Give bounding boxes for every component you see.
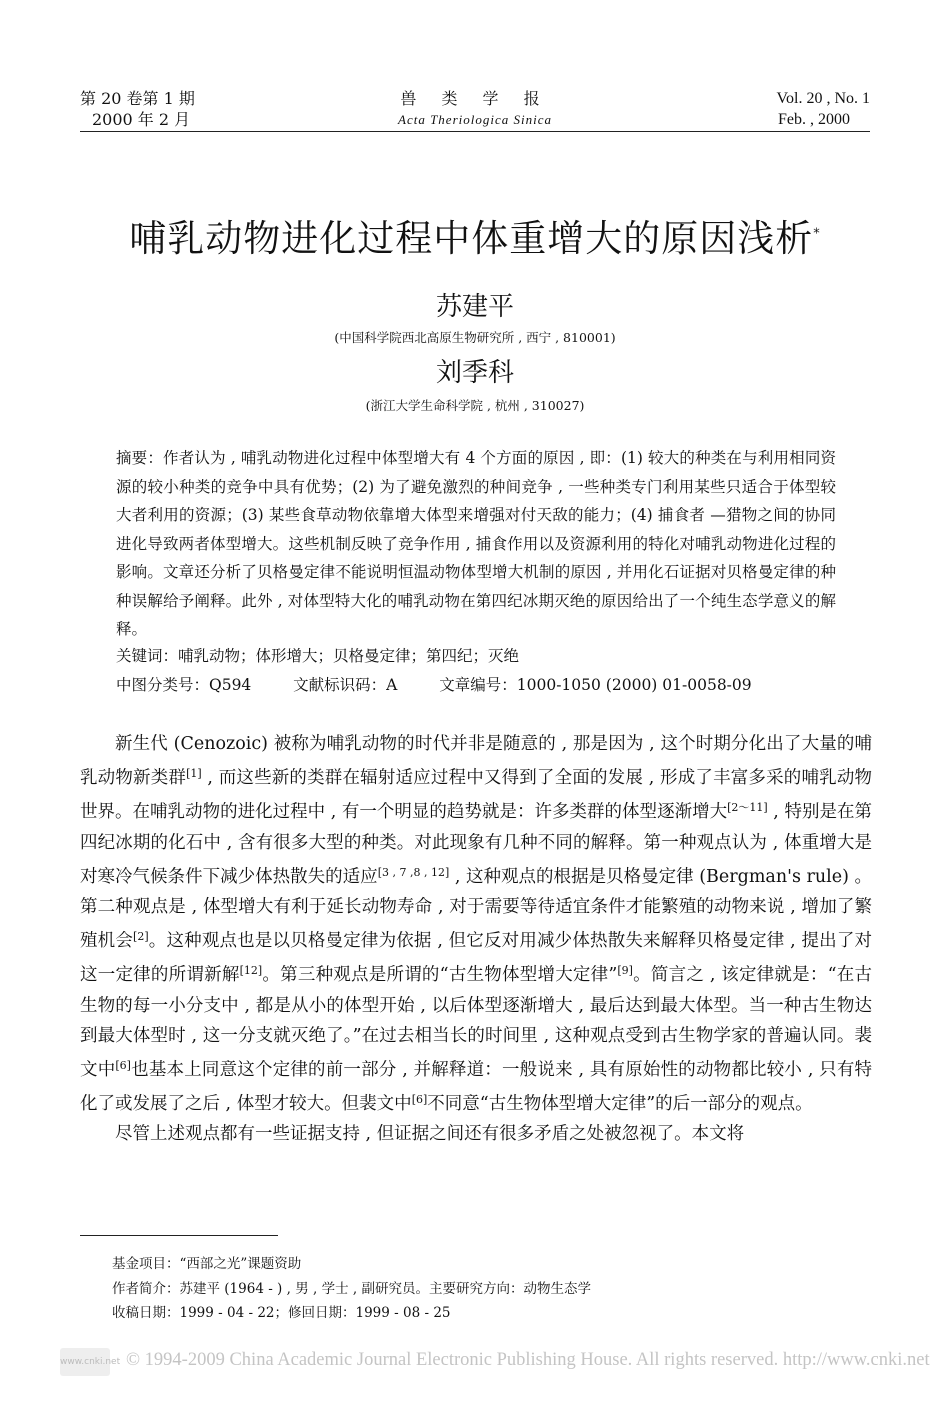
text-run: , 而这些新的类群在辐射适应过程中又得到了全面的发展 , 形成了丰富多采的哺乳动物世界。在哺乳动物的进化过程中 , 有一个明显的趋势就是：许多类群的体型逐渐增大 <box>80 768 873 823</box>
author-affiliation: (中国科学院西北高原生物研究所 , 西宁 , 810001) <box>334 330 616 345</box>
journal-header <box>80 88 870 132</box>
issue-info-en <box>777 88 871 130</box>
text-run: 。这种观点也是以贝格曼定律为依据 , 但它反对用减少体热散失来解释贝格曼定律 , 提出了对这一定律的所谓新解 <box>80 931 873 986</box>
volume-issue: 第 20 卷第 1 期 <box>80 89 195 108</box>
journal-name <box>80 88 870 130</box>
journal-name-cn: 兽 类 学 报 <box>400 89 550 108</box>
text-run: 。第三种观点是所谓的“古生物体型增大定律” <box>262 965 618 986</box>
keywords: 关键词：哺乳动物；体形增大；贝格曼定律；第四纪；灭绝 <box>116 647 520 665</box>
author-affiliation: (浙江大学生命科学院 , 杭州 , 310027) <box>365 398 585 413</box>
dates-note: 收稿日期：1999 - 04 - 22；修回日期：1999 - 08 - 25 <box>112 1305 451 1321</box>
abstract-text: 摘要：作者认为 , 哺乳动物进化过程中体型增大有 4 个方面的原因 , 即：(1) 较大的种类在与利用相同资源的较小种类的竞争中具有优势；(2) 为了避免激烈的种间竞争 , 一些种类专门利用某些只适合于体型较大者利用的资源；(3) 某些食草动物依靠增大体型来增强对付天敌的能力；(4) 捕食者 —猎物之间的协同进化导致两者体型增大。这些机制反映了竞争作用 , 捕食作用以及资源利用的特化对哺乳动物进化过程的影响。文章还分析了贝格曼定律不能说明恒温动物体型增大机制的原因 , 并用化石证据对贝格曼定律的种种误解给予阐释。此外 , 对体型特大化的哺乳动物在第四纪冰期灭绝的原因给出了一个纯生态学意义的解释。 <box>116 449 836 638</box>
text-run: 不同意“古生物体型增大定律”的后一部分的观点。 <box>427 1094 813 1115</box>
author-name: 刘季科 <box>435 358 514 388</box>
author-name: 苏建平 <box>435 292 514 322</box>
text-run: , 这种观点的根据是贝格曼定律 (Bergman's rule) 。第二种观点是 , 体型增大有利于延长动物寿命 , 对于需要等待适宜条件才能繁殖的动物来说 , 增加了繁殖机会 <box>80 866 872 952</box>
citation: [6] <box>115 1059 131 1073</box>
issue-date-en: Feb. , 2000 <box>778 111 850 128</box>
paragraph <box>80 729 872 1119</box>
cnki-logo: www.cnki.net <box>60 1348 110 1376</box>
classification-line <box>116 671 752 699</box>
footnote-rule <box>80 1235 278 1236</box>
citation: [12] <box>239 964 263 978</box>
document-code: 文献标识码：A <box>293 676 398 694</box>
paper-title <box>0 208 950 262</box>
citation: [3 , 7 ,8 , 12] <box>377 865 450 879</box>
text-run: 也基本上同意这个定律的前一部分 , 并解释道：一般说来 , 具有原始性的动物都比较小 , 只有特化了或发展了之后 , 体型才较大。但裴文中 <box>80 1060 873 1115</box>
paragraph: 尽管上述观点都有一些证据支持 , 但证据之间还有很多矛盾之处被忽视了。本文将 <box>115 1124 745 1145</box>
citation: [1] <box>186 767 202 781</box>
abstract <box>116 444 836 644</box>
clc-number: 中图分类号：Q594 <box>116 676 252 694</box>
body-text <box>80 729 872 1150</box>
footnotes <box>112 1252 591 1326</box>
citation: [2～11] <box>727 801 768 815</box>
header-rule <box>80 131 870 132</box>
citation: [9] <box>617 964 633 978</box>
citation: [2] <box>133 930 149 944</box>
copyright-bar <box>60 1348 950 1378</box>
journal-name-en: Acta Theriologica Sinica <box>398 112 552 127</box>
article-number: 文章编号：1000-1050 (2000) 01-0058-09 <box>439 676 752 694</box>
author-bio-note: 作者简介：苏建平 (1964 - ) , 男 , 学士 , 副研究员。主要研究方向：动物生态学 <box>112 1280 591 1297</box>
paper-title-text: 哺乳动物进化过程中体重增大的原因浅析 <box>129 217 814 260</box>
citation: [6] <box>411 1093 428 1107</box>
funding-note: 基金项目：“西部之光”课题资助 <box>112 1256 302 1272</box>
text-run: 。简言之 , 该定律就是：“在古生物的每一小分支中 , 都是从小的体型开始 , 以后体型逐渐增大 , 最后达到最大体型。当一种古生物达到最大体型时 , 这一分支就灭绝了。”在过去相当长的时间里 , 这种观点受到古生物学家的普遍认同。裴文中 <box>80 965 872 1081</box>
volume-issue-en: Vol. 20 , No. 1 <box>776 90 870 107</box>
text-run: 新生代 (Cenozoic) 被称为哺乳动物的时代并非是随意的 , 那是因为 , 这个时期分化出了大量的哺乳动物新类群 <box>80 734 872 789</box>
issue-date: 2000 年 2 月 <box>92 110 191 129</box>
copyright-text: © 1994-2009 China Academic Journal Electronic Publishing House. All rights reserved. http://www.cnki.net <box>126 1350 930 1370</box>
title-footnote-mark: * <box>813 226 821 242</box>
text-run: , 特别是在第四纪冰期的化石中 , 含有很多大型的种类。对此现象有几种不同的解释。第一种观点认为 , 体重增大是对寒冷气候条件下减少体热散失的适应 <box>80 802 872 887</box>
